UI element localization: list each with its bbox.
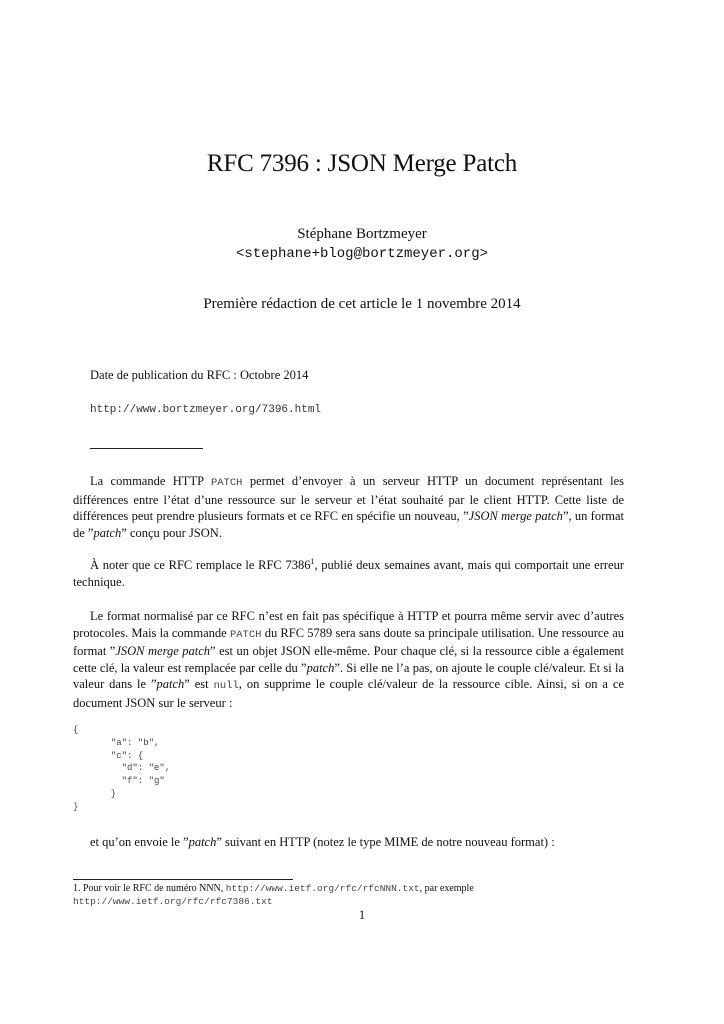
- text-span: ” suivant en HTTP (notez le type MIME de notre nouveau format) :: [216, 835, 555, 849]
- article-url-link[interactable]: http://www.bortzmeyer.org/7396.html: [90, 404, 322, 416]
- footnote: [73, 882, 626, 908]
- page-title: RFC 7396 : JSON Merge Patch: [206, 150, 518, 177]
- text-span: ” conçu pour JSON.: [121, 525, 222, 540]
- text-span: et qu’on envoie le ”: [90, 835, 189, 849]
- author-email: <stephane+blog@bortzmeyer.org>: [235, 246, 489, 262]
- inline-code: null: [213, 680, 239, 692]
- author-name: Stéphane Bortzmeyer: [297, 226, 427, 242]
- footnote-text: , par exemple: [419, 883, 474, 894]
- json-code-block: { "a": "b", "c": { "d": "e", "f": "g" } }: [73, 725, 171, 812]
- emphasis: patch: [306, 660, 335, 675]
- text-span: À noter que ce RFC remplace le RFC 7386: [90, 558, 311, 572]
- footnote-reference-link[interactable]: 1: [310, 556, 315, 566]
- text-span: ”, un format de ”: [73, 509, 624, 540]
- section-divider: [90, 448, 203, 449]
- text-span: du RFC 5789 sera sans doute sa principale utilisation. Une ressource au format ”: [73, 625, 625, 658]
- page-number: 1: [358, 908, 366, 922]
- rfc-url-template-link[interactable]: http://www.ietf.org/rfc/rfcNNN.txt: [225, 883, 420, 894]
- text-span: , on supprime le couple clé/valeur de la ressource cible. Ainsi, si on a ce document JSON sur le serveur :: [73, 677, 624, 710]
- emphasis: JSON merge patch: [115, 644, 211, 658]
- text-span: Le format normalisé par ce RFC n’est en fait pas spécifique à HTTP et pourra même servir avec d’autres protocoles. Mais la commande: [73, 609, 624, 640]
- paragraph-format-description: [73, 608, 624, 711]
- text-span: ” est: [184, 677, 214, 691]
- footnote-text: 1. Pour voir le RFC de numéro NNN,: [73, 883, 226, 894]
- emphasis: JSON merge patch: [468, 509, 563, 523]
- paragraph-intro: [73, 473, 624, 541]
- footnote-divider: [73, 879, 293, 880]
- paragraph-patch-intro: [73, 834, 624, 851]
- text-span: , publié deux semaines avant, mais qui comportait une erreur technique.: [73, 558, 624, 589]
- paragraph-replaces-rfc: [73, 557, 624, 590]
- inline-code: PATCH: [229, 628, 262, 641]
- text-span: ”. Si elle ne l’a pas, on ajoute le couple clé/valeur. Et si la valeur dans le ”: [73, 660, 625, 691]
- emphasis: patch: [93, 525, 122, 540]
- text-span: permet d’envoyer à un serveur HTTP un document représentant les différences entre l’état d’une ressource sur le serveur et l’état souhaité par le client HTTP. Cette liste de différences peut prendre plusieurs formats et ce RFC en spécifie un nouveau, ”: [73, 474, 624, 523]
- inline-code: PATCH: [210, 477, 243, 489]
- publication-date: Date de publication du RFC : Octobre 2014: [90, 368, 309, 382]
- text-span: ” est un objet JSON elle-même. Pour chaque clé, si la ressource cible a également cette clé, la valeur est remplacée par celle du ”: [73, 644, 624, 675]
- emphasis: patch: [156, 677, 185, 691]
- emphasis: patch: [188, 835, 217, 849]
- rfc7386-url-link[interactable]: http://www.ietf.org/rfc/rfc7386.txt: [73, 896, 273, 907]
- first-written-date: Première rédaction de cet article le 1 novembre 2014: [203, 296, 521, 312]
- text-span: La commande HTTP: [90, 474, 211, 488]
